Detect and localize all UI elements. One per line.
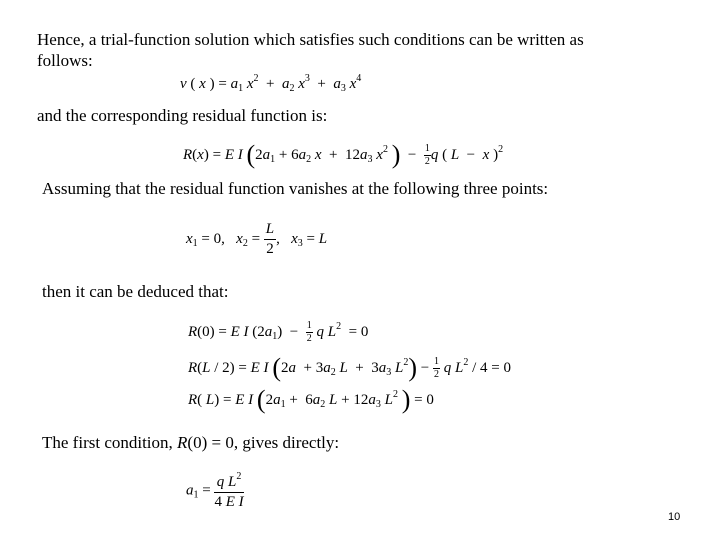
residual-intro: and the corresponding residual function is: [37,106,328,125]
a1-result-equation: $a_1$ = $\frac{q L^2}{\text{4 E I}}$ [186,471,244,510]
first-condition-after: , gives directly: [233,433,340,452]
trial-function-equation: v ( x ) = $a_1$ $x^2 + a_2$ $x^3 + a_3$ $x^4$ [180,73,362,94]
residual-function-equation: R(x) = E I ($2a_1 + 6a_2$ $x + 12a_3$ $x^2$ ) − $\frac{1}{2}$ q ( L − x )$^2$ [183,140,504,169]
first-condition-text [42,433,339,453]
first-condition-expr: R [177,433,188,452]
condition-equation-1: R(0) = E I $(2a_1)$ − $\frac{1}{2}$ q $L^2 = 0$ [188,320,369,345]
intro-line-1: Hence, a trial-function solution which satisfies such conditions can be written as [37,30,584,49]
condition-equation-3: R( L) = E I ($2a_1 + 6a_2$ $L + 12a_3$ $L^2$ ) = 0 [188,385,434,414]
page-number: 10 [668,511,681,523]
first-condition-before: The first condition, [42,433,178,452]
condition-equation-2: R(L / 2) = E I ($2a + 3a_2$ $L + 3a_3$ $L^2$) − $\frac{1}{2}$ q $L^2 / 4 = 0$ [188,353,511,382]
assume-text: Assuming that the residual function vanishes at the following three points: [42,179,549,198]
intro-line-2: follows: [37,51,93,70]
first-condition-arg: (0) = 0 [187,433,234,452]
deduce-text: then it can be deduced that: [42,282,229,301]
three-points-equation: $x_1 = 0$, $x_2$ = $\frac{L}{2}$ , $x_3 = L$ [186,221,328,257]
